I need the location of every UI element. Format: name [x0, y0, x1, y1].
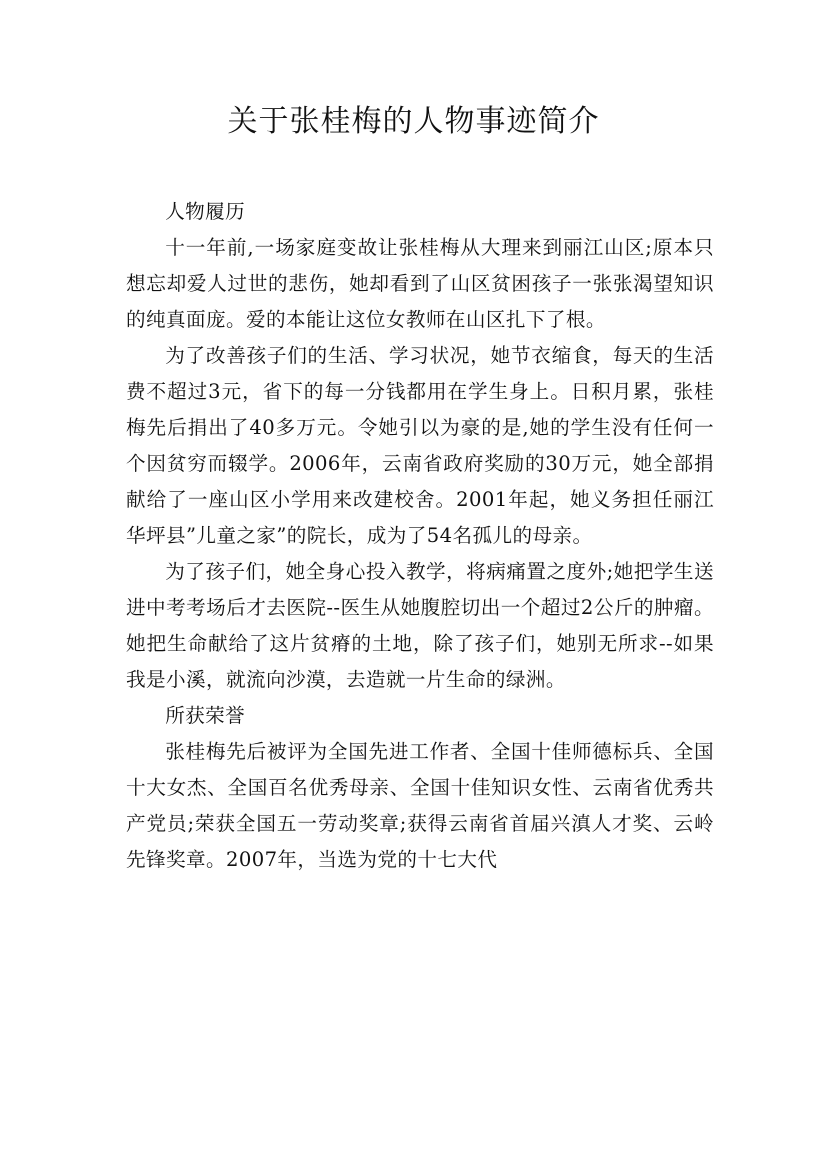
section-heading-honors: 所获荣誉	[165, 704, 246, 727]
paragraph-donations: 为了改善孩子们的生活、学习状况，她节衣缩食，每天的生活费不超过3元，省下的每一分钱都用在学生身上。日积月累，张桂梅先后捐出了40多万元。令她引以为豪的是,她的学生没有任何一个因贫穷而辍学。2006年，云南省政府奖励的30万元，她全部捐献给了一座山区小学用来改建校舍。2001年起，她义务担任丽江华坪县”儿童之家”的院长，成为了54名孤儿的母亲。	[126, 344, 714, 547]
paragraph-honors: 张桂梅先后被评为全国先进工作者、全国十佳师德标兵、全国十大女杰、全国百名优秀母亲、全国十佳知识女性、云南省优秀共产党员;荣获全国五一劳动奖章;获得云南省首届兴滇人才奖、云岭先锋奖章。2007年，当选为党的十七大代	[126, 740, 714, 871]
document-body	[126, 194, 714, 878]
paragraph-dedication: 为了孩子们，她全身心投入教学，将病痛置之度外;她把学生送进中考考场后才去医院--医生从她腹腔切出一个超过2公斤的肿瘤。她把生命献给了这片贫瘠的土地，除了孩子们，她别无所求--如果我是小溪，就流向沙漠，去造就一片生命的绿洲。	[126, 560, 714, 691]
section-heading-biography: 人物履历	[165, 200, 246, 223]
document-title: 关于张桂梅的人物事迹简介	[227, 104, 600, 139]
paragraph-background: 十一年前,一场家庭变故让张桂梅从大理来到丽江山区;原本只想忘却爱人过世的悲伤，她却看到了山区贫困孩子一张张渴望知识的纯真面庞。爱的本能让这位女教师在山区扎下了根。	[126, 236, 714, 331]
